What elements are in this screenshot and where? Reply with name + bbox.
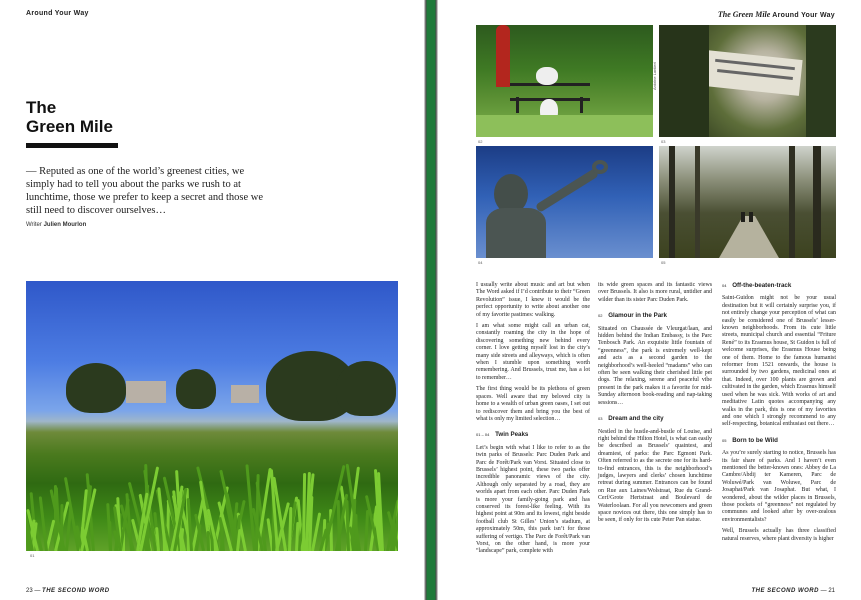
paragraph: The first thing would be its plethora of green spaces. Well aware that my beloved city is home to a wealth of urban green oases, I set out to rediscover them and bring you the best of what is only my limited selection… (476, 386, 590, 422)
paragraph: I am what some might call an urban cat, constantly roaming the city in the hope of discovering something new behind every corner. I love getting myself lost in the city’s many side streets and alleyways, which is often when I stumble upon something worth remembering. And Brussels, trust me, has a lot to remember… (476, 323, 590, 381)
section-title: The Green Mile (717, 10, 771, 19)
byline (26, 222, 86, 228)
subheading-number: 03 (598, 416, 603, 422)
bench-dog-photo (476, 25, 653, 137)
photo-credit: Antoine Lantieri (652, 62, 657, 90)
grass-blade (364, 510, 369, 551)
paragraph: Situated on Chaussée de Vleurgat/laan, and hidden behind the Indian Embassy, is the Parc Tenbosch Park. An exquisite little fountain of “greenness”, the park is extremely well-kept and acts as a second garden to the neighborhood’s well-heeled “madams” who can often be seen walking their cherished little pet dogs. The relaxing, serene and peaceful vibe present in the park makes it a favorite for mid-Sunday afternoon book-reading and nap-taking sessions… (598, 325, 712, 406)
right-page (438, 0, 861, 600)
article-column-1 (476, 282, 590, 560)
photo-caption: 02 (478, 139, 483, 144)
photo-caption: 04 (478, 260, 483, 265)
photo-caption: 05 (661, 260, 666, 265)
statue-photo (476, 146, 653, 258)
paragraph: its wide green spaces and its fantastic views over Brussels. It also is more rural, untidier and wilder than its sister Parc Duden Park. (598, 282, 712, 303)
page-number: 23 (26, 588, 33, 594)
subheading-glamour (598, 312, 712, 319)
subheading-number: 05 (722, 437, 727, 443)
page-folio: THE SECOND WORD — 21 (751, 588, 835, 594)
grass-blade (288, 507, 292, 551)
article-column-2 (598, 282, 712, 529)
page-spine (424, 0, 438, 600)
section-header (718, 10, 835, 19)
article-intro: — Reputed as one of the world’s greenest cities, we simply had to tell you about the parks we rush to at lunchtime, those we prefer to keep a secret and those we still need to discover ourselves… (26, 166, 264, 216)
title-line-1: The (26, 98, 57, 117)
section-header: Around Your Way (26, 10, 89, 17)
paragraph: As you’re surely starting to notice, Brussels has its fair share of parks. And I haven’t even mentioned the better-known ones: Abbey de La Cambre/Abdij ter Kameren, Parc de Woluwé/Park van Woluwe, Parc de Josaphat/Park van Josaphat. But what, I wondered, about the wilder places in Brussels, those pockets of “greenness” not regulated by communes and looked after by over-zealous environmentalists? (722, 450, 836, 523)
subheading-off-track (722, 282, 836, 289)
photo-caption: 03 (661, 139, 666, 144)
byline-author: Julien Mourlon (43, 222, 87, 228)
forest-path-photo (659, 146, 836, 258)
subheading-text: Born to be Wild (732, 436, 778, 444)
section-name: Around Your Way (772, 12, 835, 19)
paragraph: Nestled in the hustle-and-bustle of Louise, and right behind the Hilton Hotel, is what can easily be described as Brussels’ quaintest, and dreamiest, of parks: the Parc Egmont Park. Often referred to as the secrete one for its hard-to-find entrances, this is the neighborhood’s judges, lawyers and clerks’ chosen lunchtime retreat during summer. Entrances can be found on Rue aux Laines/Wolstraat, Rue du Grand-Cerf/Grote Hertstraat and Boulevard de Waterloolaan. For all you newcomers and green space novices out there, this one simply has to be seen, if only for its cute Peter Pan statue. (598, 428, 712, 524)
subheading-text: Dream and the city (608, 415, 664, 423)
byline-label: Writer (26, 222, 42, 228)
subheading-born-wild (722, 437, 836, 444)
article-column-3 (722, 282, 836, 547)
subheading-text: Twin Peaks (495, 431, 529, 439)
magazine-brand: THE SECOND WORD (42, 588, 110, 594)
article-title (26, 98, 113, 136)
paragraph: Saint-Guidon might not be your usual destination but it will certainly surprise you, if not entirely change your perception of what can easily be considered one of Brussels’ lesser-known neighborhoods. From its cute little streets, municipal church and essential “Friture René” to its Erasmus house, St Guidon is full of welcome surprises, the Erasmus House being one of them. Home to the famous humanist reformer from 1521 onwards, the house is surrounded by two gardens, medicinal ones at that. Indeed, over 100 plants are grown and cultivated in the garden, which Erasmus himself used when he was sick. With works of art and meditative Latin quotes accompanying any walks in the park, this is one of my favorites and one which I strongly recommend to any self-respecting, botanical enthusiast out there… (722, 295, 836, 428)
photo-caption: 01 (30, 553, 35, 558)
paragraph: Let’s begin with what I like to refer to as the twin parks of Brussels: Parc Duden Park and Parc de Forêt/Park van Vorst. Situated close to Brussels’ highest point, these two parks offer incredible panoramic views of the city. Although only separated by a road, they are worlds apart from each other. Parc Duden Park is more your family-going park and has conserved its forest-like feeling. With its highest point at 90m and its lowest, right beside football club St Gilles’ Union’s stadium, at approximately 50m, this park isn’t for those suffering of vertigo. The Parc de Forêt/Park van Vorst, on the other hand, is more your “landscape” park, complete with (476, 444, 590, 555)
grass-blade (60, 504, 63, 551)
subheading-text: Glamour in the Park (608, 312, 667, 320)
title-line-2: Green Mile (26, 117, 113, 136)
page-folio: 23 — THE SECOND WORD (26, 588, 110, 594)
subheading-number: 04 (722, 283, 727, 288)
subheading-number: 01 – 04 (476, 432, 490, 438)
inscription-photo (659, 25, 836, 137)
grass-park-photo (26, 281, 398, 551)
subheading-text: Off-the-beaten-track (732, 282, 792, 289)
magazine-brand: THE SECOND WORD (751, 588, 819, 594)
paragraph: I usually write about music and art but when The Word asked if I’d contribute to their “Green Revolution” issue, I knew it would be the perfect opportunity to write about another one of my favorite pastimes: walking. (476, 282, 590, 318)
subheading-twin-peaks (476, 431, 590, 438)
subheading-number: 02 (598, 313, 603, 319)
left-page (0, 0, 424, 600)
page-number: 21 (828, 588, 835, 594)
title-rule (26, 143, 118, 148)
subheading-dream (598, 415, 712, 422)
paragraph: Well, Brussels actually has three classified natural reserves, where plant diversity is higher (722, 528, 836, 542)
